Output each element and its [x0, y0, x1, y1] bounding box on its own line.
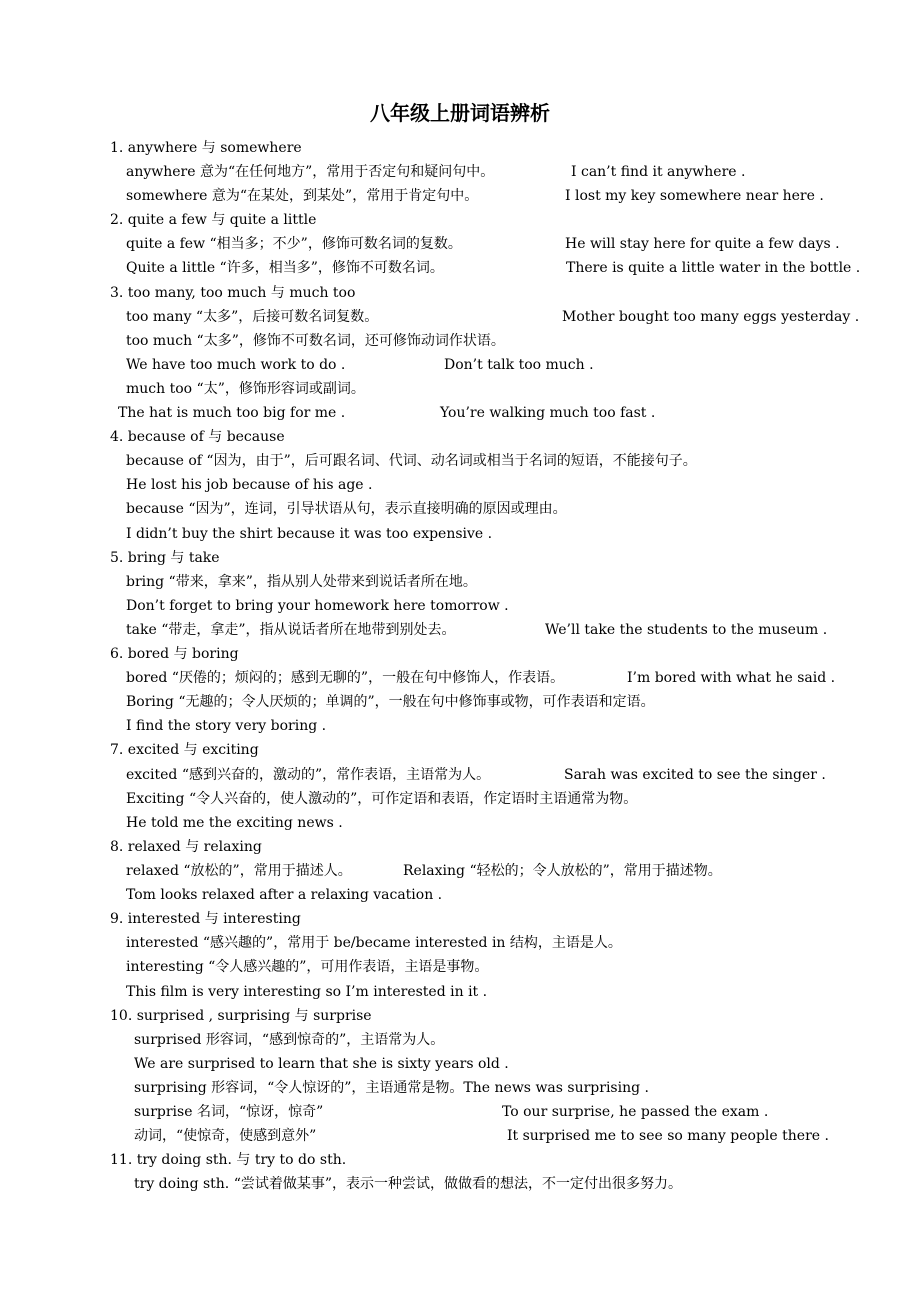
- definition-text: much too “太”，修饰形容词或副词。: [126, 381, 365, 397]
- item-heading-3: 3. too many, too much 与 much too: [110, 285, 356, 301]
- item-heading-5: 5. bring 与 take: [110, 550, 220, 566]
- example-sentence: We are surprised to learn that she is sixty years old .: [134, 1056, 509, 1072]
- definition-text: bored “厌倦的；烦闷的；感到无聊的”，一般在句中修饰人，作表语。: [126, 670, 565, 686]
- item-heading-1: 1. anywhere 与 somewhere: [110, 140, 302, 156]
- definition-text: Relaxing “轻松的；令人放松的”，常用于描述物。: [403, 863, 722, 879]
- example-sentence: The hat is much too big for me .: [118, 405, 346, 421]
- definition-text: surprise 名词，“惊讶，惊奇”: [134, 1104, 324, 1120]
- item-heading-9: 9. interested 与 interesting: [110, 911, 301, 927]
- example-sentence: I lost my key somewhere near here .: [565, 188, 824, 204]
- definition-text: anywhere 意为“在任何地方”，常用于否定句和疑问句中。: [126, 164, 495, 180]
- definition-text: quite a few “相当多；不少”，修饰可数名词的复数。: [126, 236, 462, 252]
- definition-text: 动词，“使惊奇，使感到意外”: [134, 1128, 317, 1144]
- definition-text: Quite a little “许多，相当多”，修饰不可数名词。: [126, 260, 444, 276]
- definition-text: bring “带来，拿来”，指从别人处带来到说话者所在地。: [126, 574, 477, 590]
- definition-text: take “带走，拿走”，指从说话者所在地带到别处去。: [126, 622, 456, 638]
- example-sentence: Tom looks relaxed after a relaxing vacation .: [126, 887, 443, 903]
- example-sentence: There is quite a little water in the bottle .: [566, 260, 861, 276]
- item-heading-10: 10. surprised , surprising 与 surprise: [110, 1008, 372, 1024]
- example-sentence: I can’t find it anywhere .: [571, 164, 746, 180]
- definition-text: because “因为”，连词，引导状语从句，表示直接明确的原因或理由。: [126, 501, 567, 517]
- example-sentence: I’m bored with what he said .: [627, 670, 836, 686]
- item-heading-4: 4. because of 与 because: [110, 429, 285, 445]
- example-sentence: Mother bought too many eggs yesterday .: [562, 309, 860, 325]
- definition-text: Exciting “令人兴奋的，使人激动的”，可作定语和表语，作定语时主语通常为物。: [126, 791, 638, 807]
- definition-text: surprised 形容词，“感到惊奇的”，主语常为人。: [134, 1032, 445, 1048]
- example-sentence: This film is very interesting so I’m interested in it .: [126, 984, 488, 1000]
- item-heading-6: 6. bored 与 boring: [110, 646, 239, 662]
- example-sentence: Sarah was excited to see the singer .: [564, 767, 826, 783]
- item-heading-2: 2. quite a few 与 quite a little: [110, 212, 317, 228]
- example-sentence: He will stay here for quite a few days .: [565, 236, 840, 252]
- definition-text: surprising 形容词，“令人惊讶的”，主语通常是物。The news was surprising .: [134, 1080, 649, 1096]
- definition-text: too much “太多”，修饰不可数名词，还可修饰动词作状语。: [126, 333, 505, 349]
- example-sentence: I find the story very boring .: [126, 718, 327, 734]
- definition-text: relaxed “放松的”，常用于描述人。: [126, 863, 352, 879]
- definition-text: because of “因为，由于”，后可跟名词、代词、动名词或相当于名词的短语，不能接句子。: [126, 453, 697, 469]
- example-sentence: To our surprise, he passed the exam .: [502, 1104, 769, 1120]
- definition-text: try doing sth. “尝试着做某事”，表示一种尝试，做做看的想法，不一定付出很多努力。: [134, 1176, 683, 1192]
- definition-text: excited “感到兴奋的，激动的”，常作表语，主语常为人。: [126, 767, 491, 783]
- definition-text: somewhere 意为“在某处，到某处”，常用于肯定句中。: [126, 188, 479, 204]
- example-sentence: You’re walking much too fast .: [440, 405, 656, 421]
- example-sentence: Don’t talk too much .: [444, 357, 594, 373]
- example-sentence: We have too much work to do .: [126, 357, 346, 373]
- example-sentence: It surprised me to see so many people there .: [507, 1128, 829, 1144]
- definition-text: Boring “无趣的；令人厌烦的；单调的”，一般在句中修饰事或物，可作表语和定语。: [126, 694, 655, 710]
- definition-text: too many “太多”，后接可数名词复数。: [126, 309, 379, 325]
- example-sentence: He lost his job because of his age .: [126, 477, 373, 493]
- page-title: 八年级上册词语辨析: [370, 101, 550, 125]
- item-heading-7: 7. excited 与 exciting: [110, 742, 259, 758]
- definition-text: interested “感兴趣的”，常用于 be/became interested in 结构，主语是人。: [126, 935, 622, 951]
- item-heading-8: 8. relaxed 与 relaxing: [110, 839, 262, 855]
- example-sentence: I didn’t buy the shirt because it was too expensive .: [126, 526, 493, 542]
- example-sentence: He told me the exciting news .: [126, 815, 343, 831]
- example-sentence: Don’t forget to bring your homework here tomorrow .: [126, 598, 509, 614]
- example-sentence: We’ll take the students to the museum .: [545, 622, 828, 638]
- item-heading-11: 11. try doing sth. 与 try to do sth.: [110, 1152, 347, 1168]
- definition-text: interesting “令人感兴趣的”，可用作表语，主语是事物。: [126, 959, 489, 975]
